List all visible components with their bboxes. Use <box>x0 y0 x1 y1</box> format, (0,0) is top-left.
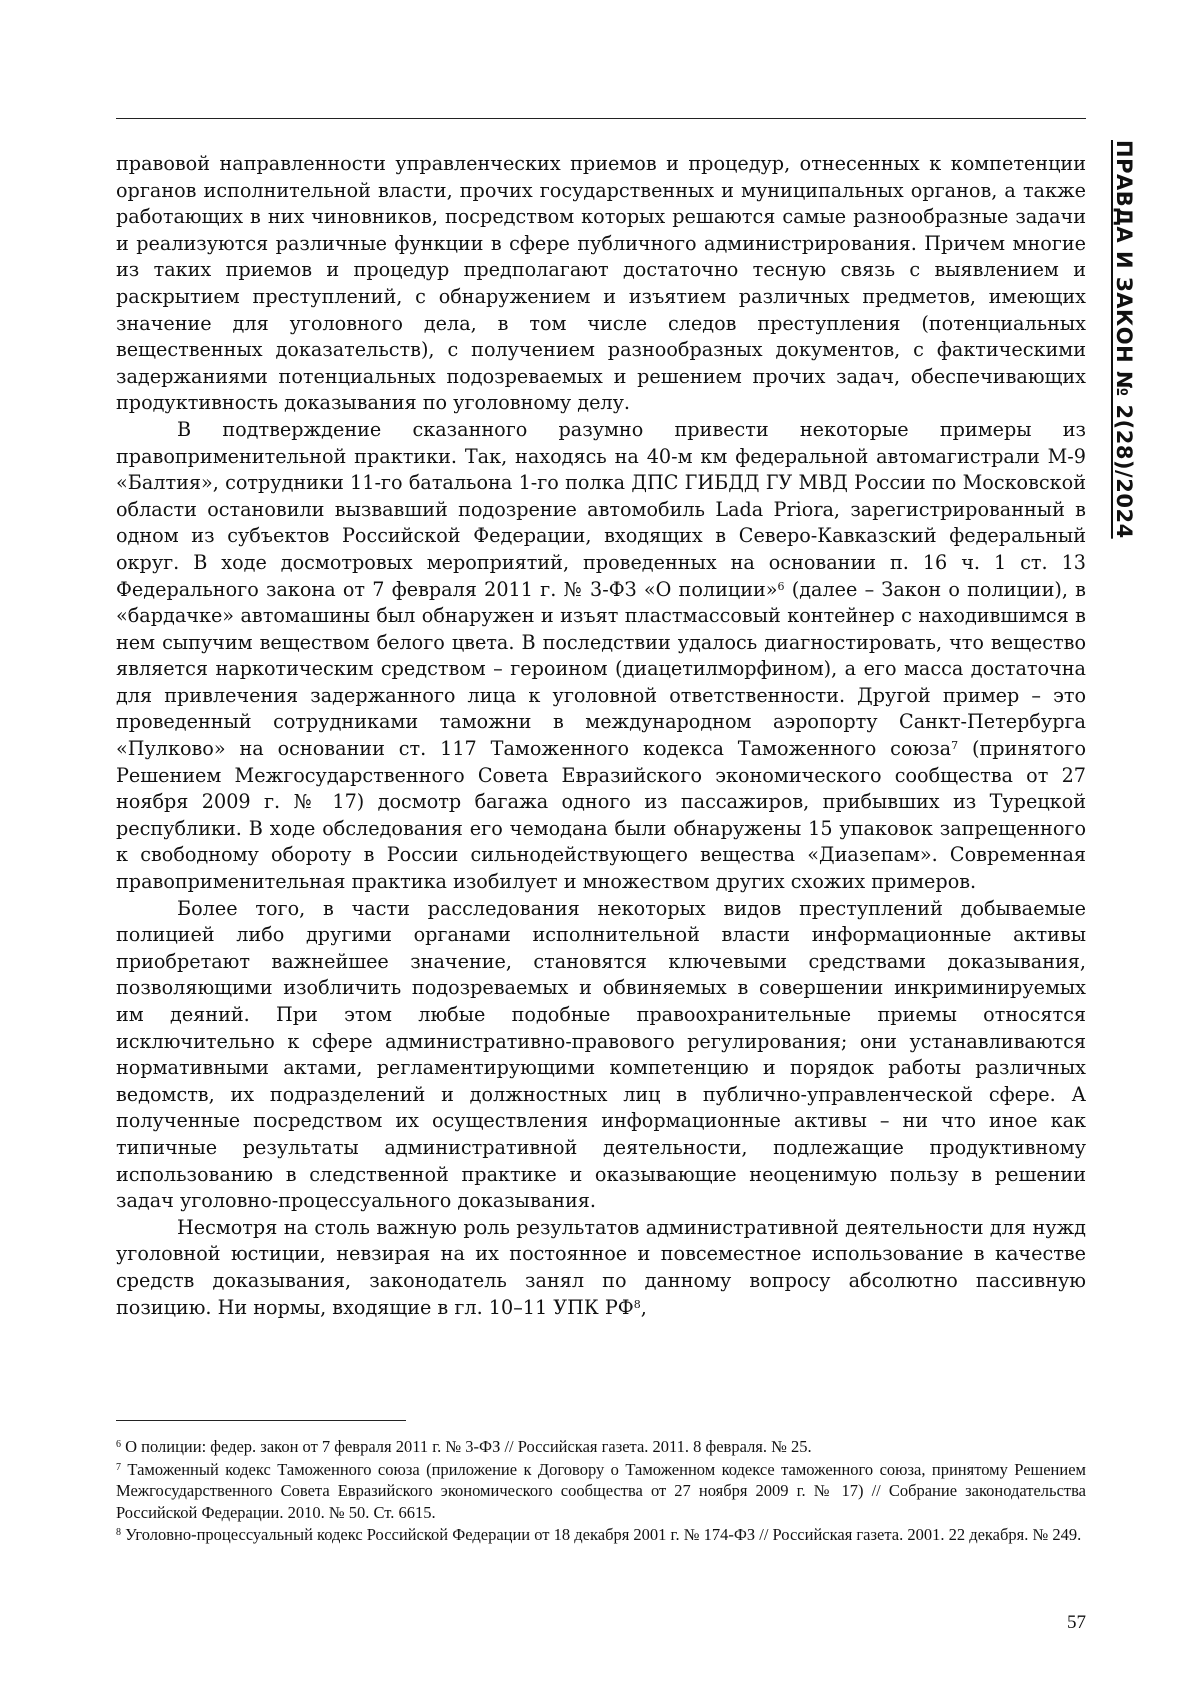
page-number: 57 <box>1067 1612 1086 1633</box>
paragraph-2: В подтверждение сказанного разумно привести некоторые примеры из правоприменительной практики. Так, находясь на 40-м км федеральной автомагистрали М-9 «Балтия», сотрудники 11-го батальона 1-го полка ДПС ГИБДД ГУ МВД России по Московской области остановили вызвавший подозрение автомобиль Lada Priora, зарегистрированный в одном из субъектов Российской Федерации, входящих в Северо-Кавказский федеральный округ. В ходе досмотровых мероприятий, проведенных на основании п. 16 ч. 1 ст. 13 Федерального закона от 7 февраля 2011 г. № 3-ФЗ «О полиции»$^6$ (далее – Закон о полиции), в «бардачке» автомашины был обнаружен и изъят пластмассовый контейнер с находившимся в нем сыпучим веществом белого цвета. В последствии удалось диагностировать, что вещество является наркотическим средством – героином (диацетилморфином), а его масса достаточна для привлечения задержанного лица к уголовной ответственности. Другой пример – это проведенный сотрудниками таможни в международном аэропорту Санкт-Петербурга «Пулково» на основании ст. 117 Таможенного кодекса Таможенного союза$^7$ (принятого Решением Межгосударственного Совета Евразийского экономического сообщества от 27 ноября 2009 г. № 17) досмотр багажа одного из пассажиров, прибывших из Турецкой республики. В ходе обследования его чемодана были обнаружены 15 упаковок запрещенного к свободному обороту в России сильнодействующего вещества «Диазепам». Современная правоприменительная практика изобилует и множеством других схожих примеров. <box>116 417 1086 894</box>
article-body <box>116 151 1086 1321</box>
footnote-ref-7[interactable]: 7 <box>951 739 959 753</box>
paragraph-1: правовой направленности управленческих приемов и процедур, отнесенных к компетенции органов исполнительной власти, прочих государственных и муниципальных органов, а также работающих в них чиновников, посредством которых решаются самые разнообразные задачи и реализуются различные функции в сфере публичного администрирования. Причем многие из таких приемов и процедур предполагают достаточно тесную связь с выявлением и раскрытием преступлений, с обнаружением и изъятием различных предметов, имеющих значение для уголовного дела, в том числе следов преступления (потенциальных вещественных доказательств), с получением разнообразных документов, с фактическими задержаниями потенциальных подозреваемых и решением прочих задач, обеспечивающих продуктивность доказывания по уголовному делу. <box>116 152 1086 415</box>
paragraph-4: Несмотря на столь важную роль результатов административной деятельности для нужд уголовной юстиции, невзирая на их постоянное и повсеместное использование в качестве средств доказывания, законодатель занял по данному вопросу абсолютно пассивную позицию. Ни нормы, входящие в гл. 10–11 УПК $РФ^8$, <box>116 1215 1086 1319</box>
journal-side-title-text: ПРАВДА И ЗАКОН № 2(28)/2024 <box>1112 140 1136 539</box>
footnote-7: $^7$ Таможенный кодекс Таможенного союза (приложение к Договору о Таможенном кодексе таможенного союза, принятому Решением Межгосударственного Совета Евразийского экономического сообщества от 27 ноября 2009 г. № 17) // Собрание законодательства Российской Федерации. 2010. № 50. Ст. 6615. <box>116 1459 1086 1522</box>
journal-side-title <box>1100 140 1140 560</box>
paragraph-3: Более того, в части расследования некоторых видов преступлений добываемые полицией либо другими органами исполнительной власти информационные активы приобретают важнейшее значение, становятся ключевыми средствами доказывания, позволяющими изобличить подозреваемых и обвиняемых в совершении инкриминируемых им деяний. При этом любые подобные правоохранительные приемы относятся исключительно к сфере административно-правового регулирования; они устанавливаются нормативными актами, регламентирующими компетенцию и порядок работы различных ведомств, их подразделений и должностных лиц в публично-управленческой сфере. А полученные посредством их осуществления информационные активы – ни что иное как типичные результаты административной деятельности, подлежащие продуктивному использованию в следственной практике и оказывающие неоценимую пользу в решении задач уголовно-процессуального доказывания. <box>116 896 1086 1213</box>
footnote-ref-8[interactable]: 8 <box>633 1297 641 1311</box>
header-rule <box>116 118 1086 119</box>
footnotes <box>116 1436 1086 1547</box>
footnote-ref-6[interactable]: 6 <box>777 579 785 593</box>
footnote-6: $^6$ О полиции: федер. закон от 7 февраля 2011 г. № 3-ФЗ // Российская газета. 2011. 8 февраля. № 25. <box>116 1437 812 1456</box>
footnote-8: $^8$ Уголовно-процессуальный кодекс Российской Федерации от 18 декабря 2001 г. № 174-ФЗ // Российская газета. 2001. 22 декабря. № 249. <box>116 1525 1082 1544</box>
footnote-separator <box>116 1420 406 1421</box>
